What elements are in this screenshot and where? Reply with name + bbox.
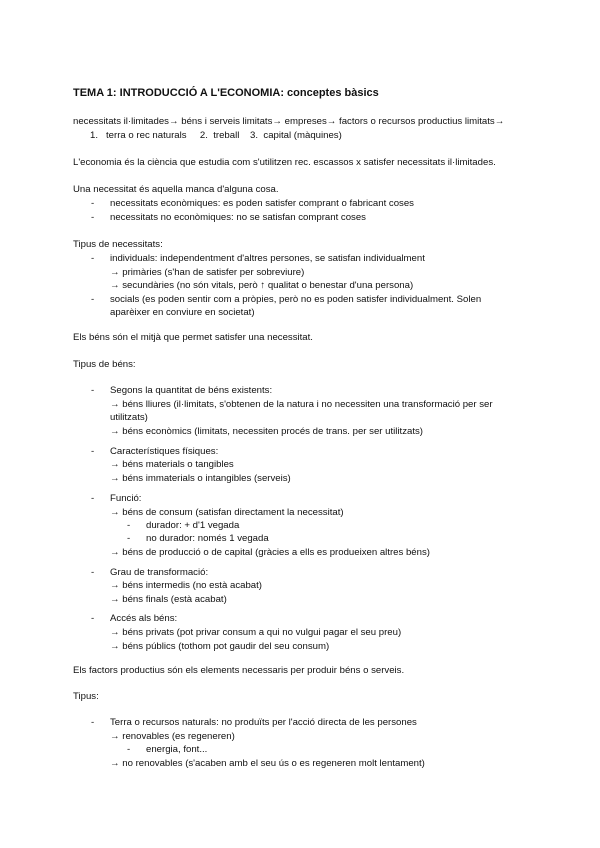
list-item: → no renovables (s'acaben amb el seu ús o es regeneren molt lentament) — [110, 758, 425, 769]
factors-numbered-list — [90, 129, 342, 142]
list-item: individuals: independentment d'altres persones, se satisfan individualment — [110, 253, 425, 264]
list-item-number: 3. — [250, 130, 259, 141]
list-item: durador: + d'1 vegada — [146, 520, 240, 531]
list-item: → béns privats (pot privar consum a qui no vulgui pagar el seu preu) — [110, 627, 402, 638]
list-item: → secundàries (no són vitals, però ↑ qualitat o benestar d'una persona) — [110, 280, 414, 291]
section-heading: Tipus de necessitats: — [73, 239, 163, 250]
list-item: → béns finals (està acabat) — [110, 594, 227, 605]
bens-definition: Els béns són el mitjà que permet satisfer una necessitat. — [73, 332, 313, 343]
group-heading: Grau de transformació: — [110, 567, 209, 578]
list-dash: - — [91, 493, 95, 504]
list-dash: - — [91, 717, 95, 728]
group-heading: Accés als béns: — [110, 613, 178, 624]
list-dash: - — [91, 212, 95, 223]
list-dash: - — [91, 253, 95, 264]
list-item: → béns immaterials o intangibles (serveis) — [110, 473, 291, 484]
list-item: socials (es poden sentir com a pròpies, però no es poden satisfer individualment. Solen — [110, 294, 482, 305]
list-dash: - — [91, 446, 95, 457]
necessitat-definition: Una necessitat és aquella manca d'alguna cosa. — [73, 184, 279, 195]
list-item-number: 2. — [199, 130, 208, 141]
list-item-number: 1. — [90, 130, 99, 141]
list-dash: - — [127, 533, 131, 544]
list-item: no durador: només 1 vegada — [146, 533, 269, 544]
list-item: aparèixer en conviure en societat) — [110, 307, 255, 318]
list-item: Terra o recursos naturals: no produïts per l'acció directa de les persones — [110, 717, 417, 728]
list-item: → primàries (s'han de satisfer per sobreviure) — [110, 267, 305, 278]
list-dash: - — [127, 520, 131, 531]
group-heading: Característiques físiques: — [110, 446, 219, 457]
chain-text: necessitats il·limitades→ béns i serveis limitats→ empreses→ factors o recursos productius limitats→ — [73, 116, 505, 127]
list-item: capital (màquines) — [263, 130, 342, 141]
section-heading: Tipus de béns: — [73, 359, 136, 370]
list-dash: - — [91, 385, 95, 396]
list-item: → béns econòmics (limitats, necessiten procés de trans. per ser utilitzats) — [110, 426, 423, 437]
list-item: energia, font... — [146, 744, 208, 755]
list-item: → béns materials o tangibles — [110, 459, 234, 470]
economia-definition: L'economia és la ciència que estudia com s'utilitzen rec. escassos x satisfer necessitats il·limitades. — [73, 157, 496, 168]
list-item: → béns intermedis (no està acabat) — [110, 580, 262, 591]
list-item: → béns lliures (il·limitats, s'obtenen de la natura i no necessiten una transformació per ser — [110, 399, 493, 410]
list-item: treball — [213, 130, 240, 141]
list-item: → béns de consum (satisfan directament la necessitat) — [110, 507, 344, 518]
page-title: TEMA 1: INTRODUCCIÓ A L'ECONOMIA: conceptes bàsics — [73, 87, 379, 99]
list-dash: - — [91, 567, 95, 578]
list-dash: - — [91, 294, 95, 305]
section-heading: Tipus: — [73, 691, 99, 702]
list-item: → renovables (es regeneren) — [110, 731, 235, 742]
list-item: necessitats no econòmiques: no se satisfan comprant coses — [110, 212, 366, 223]
factors-definition: Els factors productius són els elements necessaris per produir béns o serveis. — [73, 665, 405, 676]
group-heading: Funció: — [110, 493, 142, 504]
list-item: terra o rec naturals — [106, 130, 187, 141]
list-dash: - — [91, 613, 95, 624]
group-heading: Segons la quantitat de béns existents: — [110, 385, 273, 396]
list-dash: - — [127, 744, 131, 755]
list-item: → béns de producció o de capital (gràcies a ells es produeixen altres béns) — [110, 547, 430, 558]
list-item: → béns públics (tothom pot gaudir del seu consum) — [110, 641, 330, 652]
list-dash: - — [91, 198, 95, 209]
list-item: utilitzats) — [110, 412, 148, 423]
list-item: necessitats econòmiques: es poden satisfer comprant o fabricant coses — [110, 198, 414, 209]
